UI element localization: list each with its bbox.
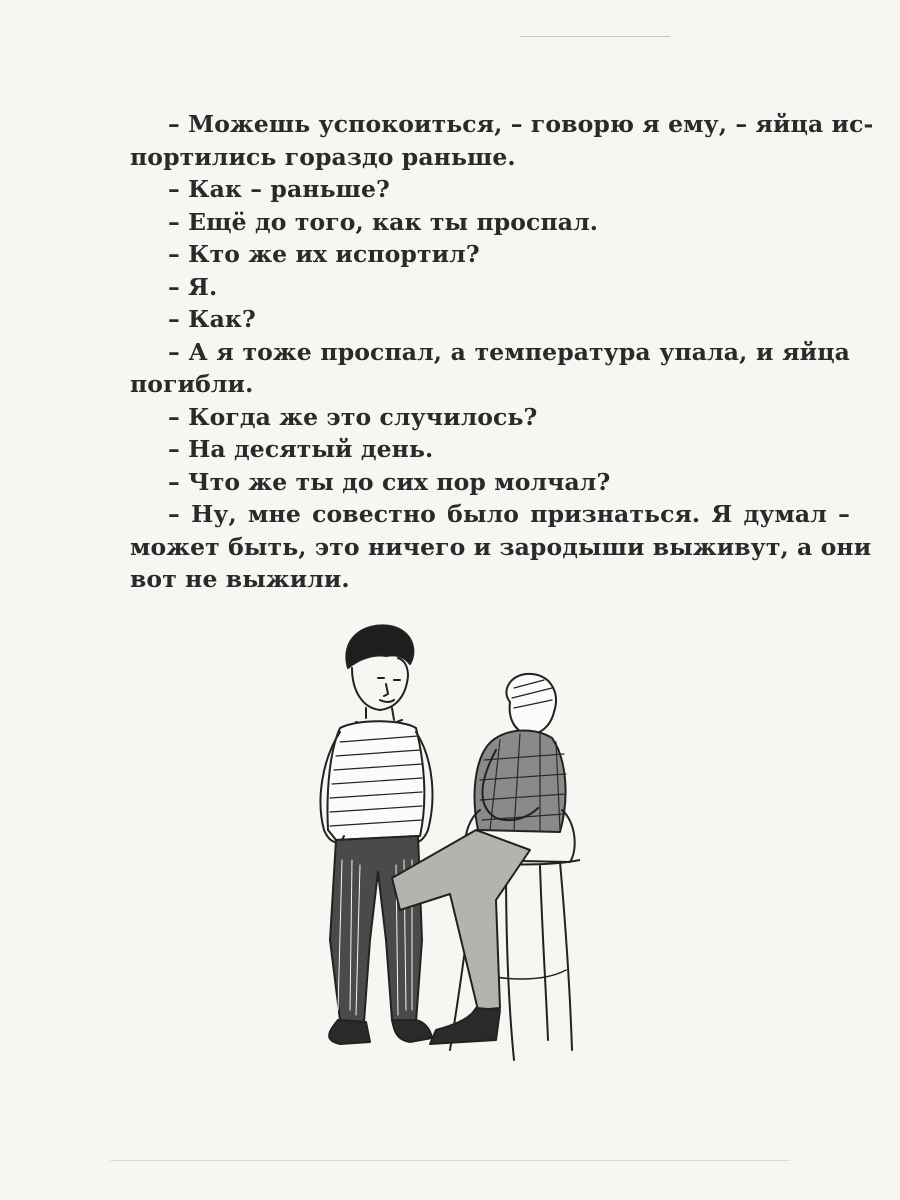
text-line: погибли. xyxy=(130,370,254,398)
text-line: портились гораздо раньше. xyxy=(130,142,516,171)
bottom-rule xyxy=(110,1160,790,1161)
dialogue-text xyxy=(130,108,874,596)
text-line: – На десятый день. xyxy=(168,435,434,463)
text-line: – Кто же их испортил? xyxy=(168,240,480,268)
two-boys-illustration xyxy=(300,610,580,1090)
text-line: – Что же ты до сих пор молчал? xyxy=(168,467,611,496)
text-line: – А я тоже проспал, а температура упала, и яйца xyxy=(168,337,850,366)
text-line: может быть, это ничего и зародыши выживут, а они xyxy=(130,532,872,561)
text-line: – Как? xyxy=(168,305,256,333)
sitting-boy-shoes xyxy=(430,1008,500,1044)
standing-boy-trousers xyxy=(330,836,422,1022)
text-line: – Ну, мне совестно было признаться. Я думал – xyxy=(168,500,850,528)
text-line: – Я. xyxy=(168,272,218,301)
text-line: вот не выжили. xyxy=(130,565,350,593)
standing-boy-face xyxy=(352,658,408,710)
text-line: – Как – раньше? xyxy=(168,175,390,203)
text-line: – Можешь успокоиться, – говорю я ему, – яйца ис- xyxy=(168,110,874,138)
standing-boy-shoes xyxy=(329,1020,432,1044)
text-line: – Ещё до того, как ты проспал. xyxy=(168,207,599,236)
text-line: – Когда же это случилось? xyxy=(168,402,538,431)
top-rule xyxy=(520,36,670,37)
